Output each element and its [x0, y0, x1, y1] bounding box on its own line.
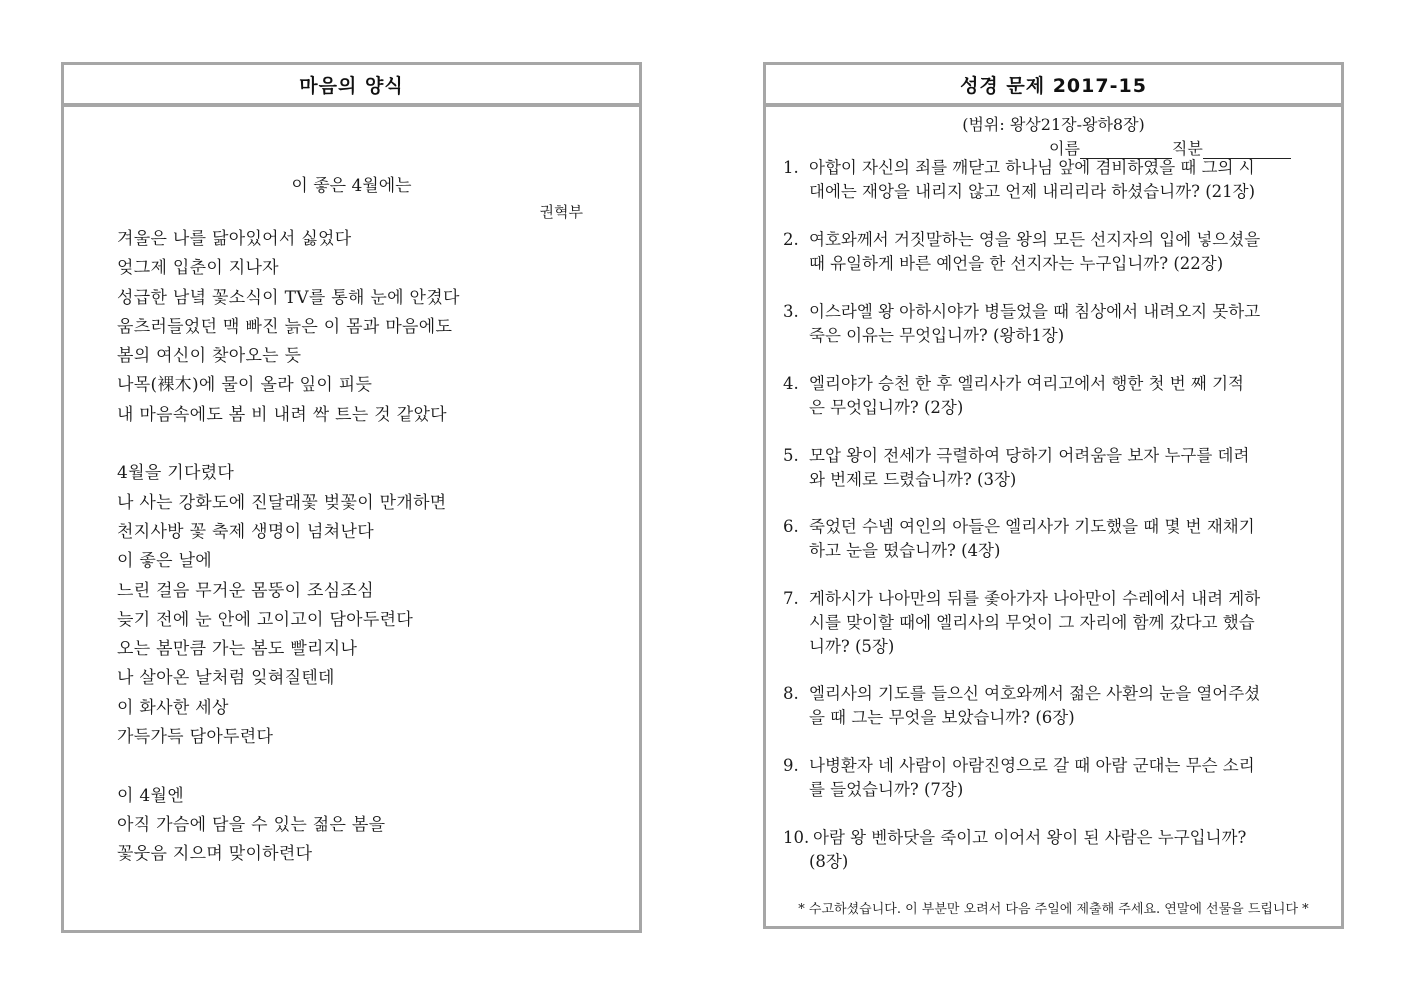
- poem-panel: [61, 62, 642, 933]
- quiz-panel-header: 성경 문제 2017-15: [766, 65, 1341, 107]
- question-text-cont: 하고 눈을 떴습니까? (4장): [809, 541, 1001, 560]
- poem-panel-header: 마음의 양식: [64, 65, 639, 107]
- poem-line: 내 마음속에도 봄 비 내려 싹 트는 것 같았다: [117, 404, 447, 425]
- question-number: 5.: [783, 446, 799, 465]
- question-number: 6.: [783, 517, 799, 536]
- poem-line: 나 사는 강화도에 진달래꽃 벚꽃이 만개하면: [117, 492, 447, 513]
- stanza-break: [117, 752, 617, 781]
- footer-note: * 수고하셨습니다. 이 부분만 오려서 다음 주일에 제출해 주세요. 연말에 선물을 드립니다 *: [798, 902, 1309, 917]
- question-text-cont: 은 무엇입니까? (2장): [809, 398, 964, 417]
- poem-line: 나목(裸木)에 물이 올라 잎이 피듯: [117, 375, 373, 396]
- poem-line: 이 화사한 세상: [117, 697, 229, 718]
- poem-line: 봄의 여신이 찾아오는 듯: [117, 346, 302, 367]
- question-item: [783, 228, 1325, 276]
- question-item: [783, 754, 1325, 802]
- name-label: 이름: [1049, 139, 1080, 158]
- question-text-cont: 죽은 이유는 무엇입니까? (왕하1장): [809, 326, 1065, 345]
- question-text: 나병환자 네 사람이 아람진영으로 갈 때 아람 군대는 무슨 소리: [809, 756, 1255, 775]
- question-text-cont: 을 때 그는 무엇을 보았습니까? (6장): [809, 708, 1075, 727]
- question-item: [783, 156, 1325, 204]
- question-text: 아합이 자신의 죄를 깨닫고 하나님 앞에 겸비하였을 때 그의 시: [809, 158, 1255, 177]
- question-text: 여호와께서 거짓말하는 영을 왕의 모든 선지자의 입에 넣으셨을: [809, 230, 1261, 249]
- question-number: 2.: [783, 230, 799, 249]
- poem-line: 천지사방 꽃 축제 생명이 넘쳐난다: [117, 521, 374, 542]
- poem-line: 4월을 기다렸다: [117, 463, 235, 484]
- question-number: 1.: [783, 158, 799, 177]
- question-text: 이스라엘 왕 아하시야가 병들었을 때 침상에서 내려오지 못하고: [809, 302, 1261, 321]
- poem-line: 느린 걸음 무거운 몸뚱이 조심조심: [117, 580, 374, 601]
- poem-line: 오는 봄만큼 가는 봄도 빨리지나: [117, 639, 358, 660]
- question-item: [783, 372, 1325, 420]
- poem-line: 나 살아온 날처럼 잊혀질텐데: [117, 668, 335, 689]
- stanza-break: [117, 430, 617, 459]
- question-text-cont: 시를 맞이할 때에 엘리사의 무엇이 그 자리에 함께 갔다고 했습: [809, 613, 1255, 632]
- quiz-panel: [763, 62, 1344, 929]
- question-item: [783, 444, 1325, 492]
- question-text-cont: 와 번제로 드렸습니까? (3장): [809, 470, 1017, 489]
- poem-line: 아직 가슴에 담을 수 있는 젊은 봄을: [117, 814, 386, 835]
- question-text: 모압 왕이 전세가 극렬하여 당하기 어려움을 보자 누구를 데려: [809, 446, 1250, 465]
- question-text: 엘리사의 기도를 들으신 여호와께서 젊은 사환의 눈을 열어주셨: [809, 684, 1261, 703]
- question-number: 4.: [783, 374, 799, 393]
- question-text-cont: 대에는 재앙을 내리지 않고 언제 내리리라 하셨습니까? (21장): [809, 182, 1256, 201]
- poem-line: 움츠러들었던 맥 빠진 늙은 이 몸과 마음에도: [117, 316, 453, 337]
- question-item: [783, 515, 1325, 563]
- poem-line: 이 좋은 날에: [117, 551, 213, 572]
- question-item: [783, 826, 1325, 874]
- poem-line: 엊그제 입춘이 지나자: [117, 258, 279, 279]
- poem-line: 늦기 전에 눈 안에 고이고이 담아두련다: [117, 609, 414, 630]
- poem-line: 꽃웃음 지으며 맞이하련다: [117, 844, 313, 865]
- question-number: 9.: [783, 756, 799, 775]
- poem-author: 권혁부: [539, 203, 583, 221]
- quiz-range: (범위: 왕상21장-왕하8장): [962, 115, 1145, 134]
- question-text-cont: 를 들었습니까? (7장): [809, 780, 964, 799]
- question-text-cont: 니까? (5장): [809, 637, 895, 656]
- role-label: 직분: [1171, 139, 1203, 158]
- question-number: 10.: [783, 828, 810, 847]
- question-text: 죽었던 수넴 여인의 아들은 엘리사가 기도했을 때 몇 번 재채기: [809, 517, 1255, 536]
- question-text: 게하시가 나아만의 뒤를 좇아가자 나아만이 수레에서 내려 게하: [809, 589, 1261, 608]
- question-item: [783, 300, 1325, 348]
- question-number: 3.: [783, 302, 799, 321]
- question-item: [783, 682, 1325, 730]
- poem-line: 성급한 남녘 꽃소식이 TV를 통해 눈에 안겼다: [117, 287, 460, 308]
- question-text: 엘리야가 승천 한 후 엘리사가 여리고에서 행한 첫 번 째 기적: [809, 374, 1244, 393]
- question-text: 아람 왕 벤하닷을 죽이고 이어서 왕이 된 사람은 누구입니까?: [813, 828, 1247, 847]
- poem-line: 겨울은 나를 닮아있어서 싫었다: [117, 229, 352, 249]
- poem-line: 이 4월엔: [117, 785, 184, 806]
- question-item: [783, 587, 1325, 659]
- question-number: 8.: [783, 684, 799, 703]
- poem-body: [117, 225, 617, 870]
- poem-title: 이 좋은 4월에는: [291, 176, 412, 196]
- poem-line: 가득가득 담아두련다: [117, 727, 274, 748]
- question-text-cont: (8장): [809, 852, 849, 871]
- question-text-cont: 때 유일하게 바른 예언을 한 선지자는 누구입니까? (22장): [809, 254, 1224, 273]
- question-number: 7.: [783, 589, 799, 608]
